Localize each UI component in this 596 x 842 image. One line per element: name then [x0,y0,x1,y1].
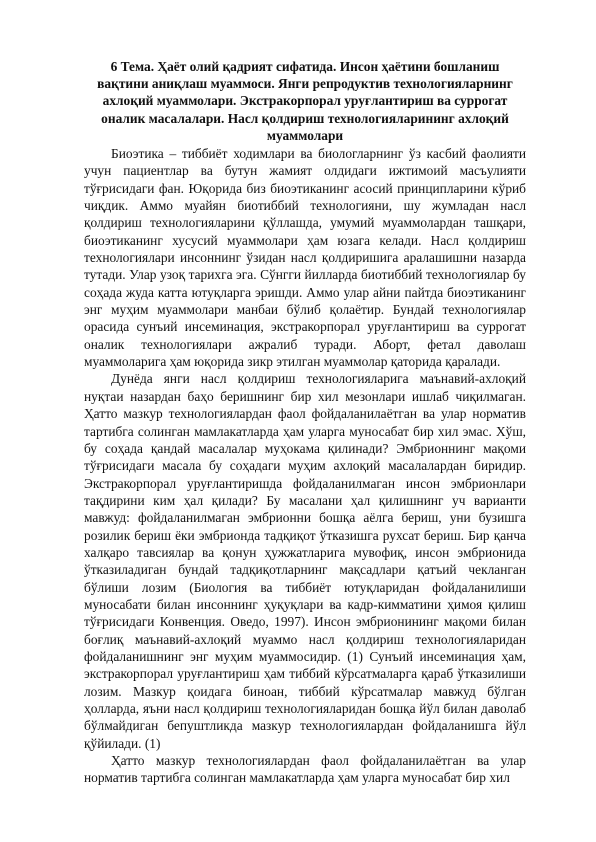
paragraph-1: Биоэтика – тиббиёт ходимлари ва биологларнинг ўз касбий фаолияти учун пациентлар ва бутун жамият олдидаги ижтимоий масъулияти тўғрисидаги фан. Юқорида биз биоэтиканинг асосий принципларини кўриб чиқдик. Аммо муайян биотиббий технологияни, шу жумладан насл қолдириш технологияларини қўллашда, умумий муаммолардан ташқари, биоэтиканинг хусусий муаммолари ҳам юзага келади. Насл қолдириш технологиялари инсоннинг ўзидан насл қолдиришига аралашишни назарда тутади. Улар узоқ тарихга эга. Сўнгги йилларда биотиббий технологиялар бу соҳада жуда катта ютуқларга эришди. Аммо улар айни пайтда биоэтиканинг энг муҳим муаммолари манбаи бўлиб қолаётир. Бундай технологиялар орасида сунъий инсеминация, экстракорпорал уруғлантириш ва суррогат оналик технологиялари ажралиб туради. Аборт, фетал даволаш муаммоларига ҳам юқорида зикр этилган муаммолар қаторида қаралади. [84,146,526,370]
topic-title: 6 Тема. Ҳаёт олий қадрият сифатида. Инсон ҳаётини бошланиш вақтини аниқлаш муаммоси. Янги репродуктив технологияларнинг ахлоқий муаммолари. Экстракорпорал уруғлантириш ва суррогат оналик масалалари. Насл қолдириш технологияларининг ахлоқий муаммолари [97,59,513,143]
paragraph-3: Ҳатто мазкур технологиялардан фаол фойдаланилаётган ва улар норматив тартибга солинган мамлакатларда ҳам уларга муносабат бир хил [84,753,526,786]
paragraph-2: Дунёда янги насл қолдириш технологияларига маънавий-ахлоқий нуқтаи назардан баҳо беришнинг бир хил мезонлари ишлаб чиқилмаган. Ҳатто мазкур технологиялардан фаол фойдаланилаётган ва улар норматив тартибга солинган мамлакатларда ҳам уларга муносабат бир хил эмас. Хўш, бу соҳада қандай масалалар муҳокама қилинади? Эмбрионнинг мақоми тўғрисидаги масала бу соҳадаги муҳим ахлоқий масалалардан биридир. Экстракорпорал уруғлантиришда фойдаланилмаган инсон эмбрионлари тақдирини ким ҳал қилади? Бу масалани ҳал қилишнинг уч варианти мавжуд: фойдаланилмаган эмбрионни бошқа аёлга бериш, уни бузишга розилик бериш ёки эмбрионда тадқиқот ўтказишга рухсат бериш. Бир қанча халқаро тавсиялар ва қонун ҳужжатларига мувофиқ, инсон эмбрионида ўтказиладиган бундай тадқиқотларнинг мақсадлари қатъий чекланган бўлиши лозим (Биология ва тиббиёт ютуқларидан фойдаланилиши муносабати билан инсоннинг ҳуқуқлари ва кадр-кимматини ҳимоя қилиш тўғрисидаги Конвенция. Оведо, 1997). Инсон эмбрионининг мақоми билан боғлиқ маънавий-ахлоқий муаммо насл қолдириш технологияларидан фойдаланишнинг энг муҳим муаммосидир. (1) Сунъий инсеминация ҳам, экстракорпорал уруғлантириш ҳам тиббий кўрсатмаларга қараб ўтказилиши лозим. Мазкур қоидага биноан, тиббий кўрсатмалар мавжуд бўлган ҳолларда, яъни насл қолдириш технологияларидан бошқа йўл билан даволаб бўлмайдиган бепуштликда мазкур технологиялардан фойдаланишга йўл қўйилади. (1) [84,371,526,751]
